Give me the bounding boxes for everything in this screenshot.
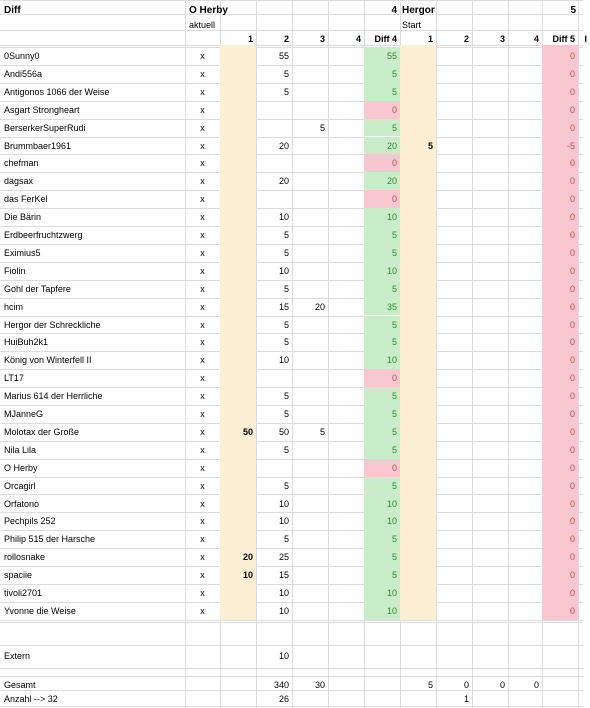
- attendance-mark[interactable]: x: [200, 158, 205, 169]
- diff4-value[interactable]: 0: [391, 104, 397, 115]
- group1-value[interactable]: 15: [278, 570, 289, 581]
- group1-value[interactable]: 5: [283, 444, 289, 455]
- diff5-value[interactable]: 0: [569, 605, 575, 616]
- player-name[interactable]: Antigonos 1066 der Weise: [4, 86, 110, 97]
- column-header[interactable]: 4: [355, 34, 361, 44]
- attendance-mark[interactable]: x: [200, 68, 205, 79]
- diff4-value[interactable]: 5: [391, 86, 397, 97]
- gridline: [0, 622, 583, 623]
- group1-value[interactable]: 20: [242, 552, 253, 563]
- attendance-mark[interactable]: x: [200, 301, 205, 312]
- extern-label[interactable]: Extern: [4, 651, 31, 661]
- diff4-value[interactable]: 5: [391, 426, 397, 437]
- diff5-value[interactable]: 0: [569, 516, 575, 527]
- footer-value[interactable]: 340: [273, 680, 289, 690]
- group1-value[interactable]: 10: [278, 498, 289, 509]
- diff5-value[interactable]: 0: [569, 265, 575, 276]
- diff4-value[interactable]: 10: [386, 212, 397, 223]
- group1-number[interactable]: 4: [391, 5, 397, 16]
- group2-name[interactable]: Hergor: [402, 5, 435, 16]
- player-name[interactable]: MJanneG: [4, 409, 44, 419]
- gridline: [0, 0, 583, 1]
- diff5-value[interactable]: 0: [569, 301, 575, 312]
- player-name[interactable]: HuiBuh2k1: [4, 337, 49, 348]
- attendance-mark[interactable]: x: [200, 230, 205, 240]
- group2-value[interactable]: 5: [427, 140, 433, 151]
- diff5-value[interactable]: 0: [569, 534, 575, 545]
- anzahl-label[interactable]: Anzahl --> 32: [4, 694, 58, 704]
- group1-value[interactable]: 5: [283, 68, 289, 79]
- diff5-value[interactable]: 0: [569, 283, 575, 294]
- player-name[interactable]: Yvonne die Weise: [4, 605, 76, 616]
- diff5-value[interactable]: 0: [569, 122, 575, 133]
- diff5-value[interactable]: 0: [569, 355, 575, 366]
- attendance-mark[interactable]: x: [200, 605, 205, 616]
- diff4-value[interactable]: 5: [391, 391, 397, 402]
- diff5-value[interactable]: 0: [569, 480, 575, 491]
- column-header[interactable]: 3: [499, 34, 505, 44]
- diff5-value[interactable]: 0: [569, 391, 575, 402]
- extern-value[interactable]: 10: [278, 651, 289, 661]
- gridline: [0, 645, 583, 646]
- player-name[interactable]: Brummbaer1961: [4, 140, 72, 151]
- group2-number[interactable]: 5: [570, 5, 576, 16]
- group1-value[interactable]: 5: [283, 319, 289, 330]
- diff5-value[interactable]: 0: [569, 86, 575, 97]
- player-name[interactable]: Asgart Strongheart: [4, 104, 80, 115]
- diff4-value[interactable]: 5: [391, 570, 397, 581]
- attendance-mark[interactable]: x: [200, 86, 205, 97]
- player-name[interactable]: Marius 614 der Herrliche: [4, 391, 103, 402]
- attendance-mark[interactable]: x: [200, 247, 205, 258]
- diff4-value[interactable]: 0: [391, 158, 397, 169]
- group1-value[interactable]: 10: [278, 355, 289, 366]
- diff5-value[interactable]: 0: [569, 194, 575, 205]
- group1-value[interactable]: 5: [283, 534, 289, 545]
- diff4-value[interactable]: 55: [386, 51, 397, 61]
- diff5-value[interactable]: 0: [569, 588, 575, 598]
- diff5-value[interactable]: 0: [569, 552, 575, 563]
- group1-value[interactable]: 5: [283, 337, 289, 348]
- player-name[interactable]: O Herby: [4, 462, 38, 473]
- group1-value[interactable]: 5: [283, 86, 289, 97]
- group1-value[interactable]: 10: [278, 516, 289, 527]
- column-header[interactable]: Diff 4: [374, 34, 397, 44]
- attendance-mark[interactable]: x: [200, 212, 205, 223]
- attendance-mark[interactable]: x: [200, 373, 205, 384]
- column-header[interactable]: 4: [533, 34, 539, 44]
- attendance-mark[interactable]: x: [200, 480, 205, 491]
- start-label[interactable]: Start: [402, 20, 422, 30]
- group1-value[interactable]: 5: [283, 409, 289, 419]
- attendance-mark[interactable]: x: [200, 319, 205, 330]
- diff4-value[interactable]: 10: [386, 588, 397, 598]
- player-name[interactable]: Molotax der Große: [4, 426, 80, 437]
- player-name[interactable]: 0Sunny0: [4, 51, 40, 61]
- group1-value[interactable]: 10: [278, 605, 289, 616]
- diff4-value[interactable]: 5: [391, 534, 397, 545]
- attendance-mark[interactable]: x: [200, 462, 205, 473]
- diff5-value[interactable]: 0: [569, 426, 575, 437]
- diff5-value[interactable]: 0: [569, 51, 575, 61]
- group1-value[interactable]: 10: [242, 570, 253, 581]
- diff4-value[interactable]: 10: [386, 516, 397, 527]
- attendance-mark[interactable]: x: [200, 355, 205, 366]
- diff5-value[interactable]: 0: [569, 68, 575, 79]
- diff5-value[interactable]: 0: [569, 230, 575, 240]
- gridline: [0, 620, 583, 621]
- group1-value[interactable]: 55: [278, 51, 289, 61]
- player-name[interactable]: BerserkerSuperRudi: [4, 122, 86, 133]
- diff5-value[interactable]: 0: [569, 498, 575, 509]
- column-header[interactable]: 2: [463, 34, 469, 44]
- diff4-value[interactable]: 5: [391, 337, 397, 348]
- player-name[interactable]: tivoli2701: [4, 588, 43, 598]
- diff4-value[interactable]: 20: [386, 140, 397, 151]
- yellow-band-g1: [220, 45, 256, 620]
- player-name[interactable]: Nila Lila: [4, 444, 37, 455]
- footer-value[interactable]: 0: [533, 680, 539, 690]
- gridline: [0, 668, 583, 669]
- diff5-value[interactable]: 0: [569, 212, 575, 223]
- diff5-value[interactable]: 0: [569, 444, 575, 455]
- group1-value[interactable]: 25: [278, 552, 289, 563]
- group1-value[interactable]: 5: [319, 426, 325, 437]
- diff5-value[interactable]: 0: [569, 247, 575, 258]
- player-name[interactable]: Pechpils 252: [4, 516, 56, 527]
- diff5-value[interactable]: 0: [569, 158, 575, 169]
- diff4-value[interactable]: 0: [391, 194, 397, 205]
- player-name[interactable]: dagsax: [4, 176, 34, 187]
- diff5-value[interactable]: 0: [569, 373, 575, 384]
- player-name[interactable]: das FerKel: [4, 194, 48, 205]
- column-header[interactable]: Diff 5: [552, 34, 575, 44]
- player-name[interactable]: hcim: [4, 301, 24, 312]
- player-name[interactable]: rollosnake: [4, 552, 46, 563]
- diff4-value[interactable]: 10: [386, 355, 397, 366]
- column-header[interactable]: 3: [319, 34, 325, 44]
- player-name[interactable]: Eximius5: [4, 247, 41, 258]
- group1-value[interactable]: 5: [283, 247, 289, 258]
- attendance-mark[interactable]: x: [200, 51, 205, 61]
- group1-value[interactable]: 5: [319, 122, 325, 133]
- player-name[interactable]: Gohl der Tapfere: [4, 283, 71, 294]
- diff4-value[interactable]: 5: [391, 409, 397, 419]
- column-header[interactable]: 2: [283, 34, 289, 44]
- attendance-mark[interactable]: x: [200, 104, 205, 115]
- diff4-value[interactable]: 5: [391, 319, 397, 330]
- diff4-value[interactable]: 5: [391, 444, 397, 455]
- attendance-mark[interactable]: x: [200, 391, 205, 402]
- group1-value[interactable]: 20: [278, 140, 289, 151]
- diff4-value[interactable]: 0: [391, 462, 397, 473]
- footer-value[interactable]: 5: [427, 680, 433, 690]
- diff4-value[interactable]: 10: [386, 498, 397, 509]
- group1-value[interactable]: 5: [283, 283, 289, 294]
- player-name[interactable]: König von Winterfell II: [4, 355, 92, 366]
- diff-header[interactable]: Diff: [4, 5, 21, 16]
- yellow-band-g2: [400, 45, 436, 620]
- diff4-value[interactable]: 10: [386, 265, 397, 276]
- attendance-mark[interactable]: x: [200, 516, 205, 527]
- diff5-value[interactable]: 0: [569, 462, 575, 473]
- group1-value[interactable]: 5: [283, 230, 289, 240]
- group1-value[interactable]: 20: [278, 176, 289, 187]
- diff4-value[interactable]: 0: [391, 373, 397, 384]
- column-header[interactable]: I: [584, 34, 587, 44]
- diff4-value[interactable]: 5: [391, 230, 397, 240]
- column-header[interactable]: 1: [247, 34, 253, 44]
- attendance-mark[interactable]: x: [200, 176, 205, 187]
- player-name[interactable]: Philip 515 der Harsche: [4, 534, 96, 545]
- player-name[interactable]: Hergor der Schreckliche: [4, 319, 101, 330]
- footer-value[interactable]: 1: [463, 694, 469, 704]
- attendance-mark[interactable]: x: [200, 283, 205, 294]
- group1-value[interactable]: 10: [278, 212, 289, 223]
- footer-value[interactable]: 30: [314, 680, 325, 690]
- player-name[interactable]: Erdbeerfruchtzwerg: [4, 230, 83, 240]
- diff5-value[interactable]: 0: [569, 319, 575, 330]
- attendance-mark[interactable]: x: [200, 588, 205, 598]
- diff5-value[interactable]: 0: [569, 176, 575, 187]
- player-name[interactable]: Orcagirl: [4, 480, 36, 491]
- footer-value[interactable]: 26: [278, 694, 289, 704]
- group1-value[interactable]: 20: [314, 301, 325, 312]
- diff5-value[interactable]: 0: [569, 337, 575, 348]
- diff4-value[interactable]: 5: [391, 480, 397, 491]
- attendance-mark[interactable]: x: [200, 194, 205, 205]
- player-name[interactable]: chefman: [4, 158, 39, 169]
- attendance-mark[interactable]: x: [200, 552, 205, 563]
- diff4-value[interactable]: 5: [391, 122, 397, 133]
- attendance-mark[interactable]: x: [200, 265, 205, 276]
- diff5-value[interactable]: -5: [566, 140, 575, 151]
- diff5-value[interactable]: 0: [569, 104, 575, 115]
- player-name[interactable]: Fiolin: [4, 265, 26, 276]
- footer-value[interactable]: 0: [499, 680, 505, 690]
- attendance-mark[interactable]: x: [200, 534, 205, 545]
- attendance-mark[interactable]: x: [200, 140, 205, 151]
- group1-value[interactable]: 10: [278, 588, 289, 598]
- group1-value[interactable]: 50: [278, 426, 289, 437]
- group1-value[interactable]: 50: [242, 426, 253, 437]
- group1-value[interactable]: 5: [283, 391, 289, 402]
- footer-value[interactable]: 0: [463, 680, 469, 690]
- player-name[interactable]: Orfatono: [4, 498, 40, 509]
- player-name[interactable]: Andi556a: [4, 68, 43, 79]
- diff4-value[interactable]: 35: [386, 301, 397, 312]
- attendance-mark[interactable]: x: [200, 570, 205, 581]
- group1-name[interactable]: O Herby: [189, 5, 228, 16]
- player-name[interactable]: spaciie: [4, 570, 33, 581]
- aktuell-label[interactable]: aktuell: [189, 20, 216, 30]
- attendance-mark[interactable]: x: [200, 498, 205, 509]
- group1-value[interactable]: 10: [278, 265, 289, 276]
- gesamt-label[interactable]: Gesamt: [4, 680, 36, 690]
- diff4-value[interactable]: 20: [386, 176, 397, 187]
- attendance-mark[interactable]: x: [200, 444, 205, 455]
- attendance-mark[interactable]: x: [200, 409, 205, 419]
- diff4-value[interactable]: 10: [386, 605, 397, 616]
- player-name[interactable]: Die Bärin: [4, 212, 42, 223]
- diff5-value[interactable]: 0: [569, 570, 575, 581]
- diff5-value[interactable]: 0: [569, 409, 575, 419]
- diff4-value[interactable]: 5: [391, 68, 397, 79]
- group1-value[interactable]: 15: [278, 301, 289, 312]
- column-header[interactable]: 1: [427, 34, 433, 44]
- group1-value[interactable]: 5: [283, 480, 289, 491]
- attendance-mark[interactable]: x: [200, 122, 205, 133]
- diff4-value[interactable]: 5: [391, 247, 397, 258]
- attendance-mark[interactable]: x: [200, 426, 205, 437]
- diff4-value[interactable]: 5: [391, 552, 397, 563]
- attendance-mark[interactable]: x: [200, 337, 205, 348]
- diff4-value[interactable]: 5: [391, 283, 397, 294]
- player-name[interactable]: LT17: [4, 373, 24, 384]
